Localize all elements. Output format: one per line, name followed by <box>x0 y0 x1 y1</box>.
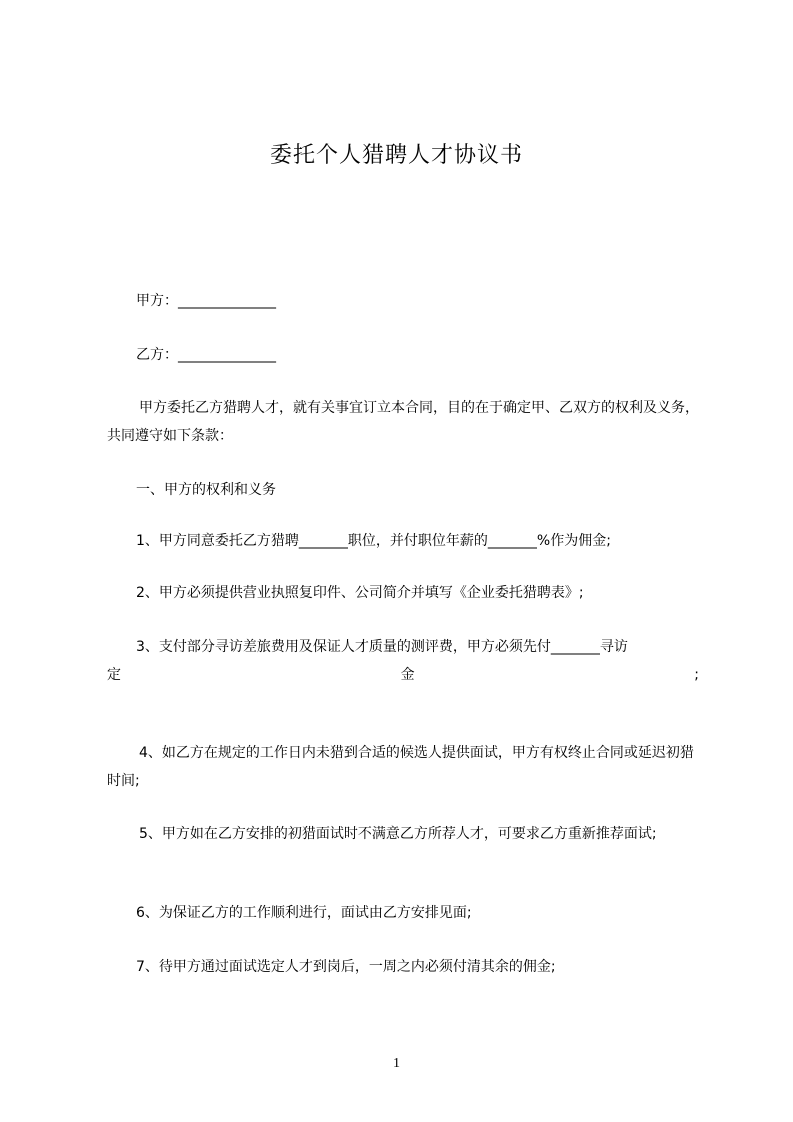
clause-3-semicolon: ; <box>694 667 699 683</box>
party-b-line: 乙方：______________ <box>136 347 276 363</box>
clause-1: 1、甲方同意委托乙方猎聘_______职位，并付职位年薪的_______%作为佣金; <box>136 533 611 549</box>
clause-3-tail <box>107 665 699 685</box>
page-number: 1 <box>393 1056 400 1071</box>
clause-5: 5、甲方如在乙方安排的初猎面试时不满意乙方所荐人才，可要求乙方重新推荐面试; <box>139 826 657 842</box>
clause-3-line1: 3、支付部分寻访差旅费用及保证人才质量的测评费，甲方必须先付_______寻访 <box>136 639 628 655</box>
intro-paragraph: 甲方委托乙方猎聘人才，就有关事宜订立本合同，目的在于确定甲、乙双方的权利及义务，共同遵守如下条款： <box>107 400 699 444</box>
clause-6: 6、为保证乙方的工作顺利进行，面试由乙方安排见面; <box>136 905 472 921</box>
section1-heading: 一、甲方的权利和义务 <box>136 482 276 498</box>
clause-3-word-jin: 金 <box>400 667 415 683</box>
clause-7: 7、待甲方通过面试选定人才到岗后，一周之内必须付清其余的佣金; <box>136 959 556 975</box>
document-title: 委托个人猎聘人才协议书 <box>269 143 523 168</box>
clause-2: 2、甲方必须提供营业执照复印件、公司简介并填写《企业委托猎聘表》; <box>136 585 584 601</box>
clause-4: 4、如乙方在规定的工作日内未猎到合适的候选人提供面试，甲方有权终止合同或延迟初猎时间; <box>107 745 694 789</box>
party-a-line: 甲方：______________ <box>136 293 276 309</box>
clause-3-word-ding: 定 <box>107 667 121 683</box>
